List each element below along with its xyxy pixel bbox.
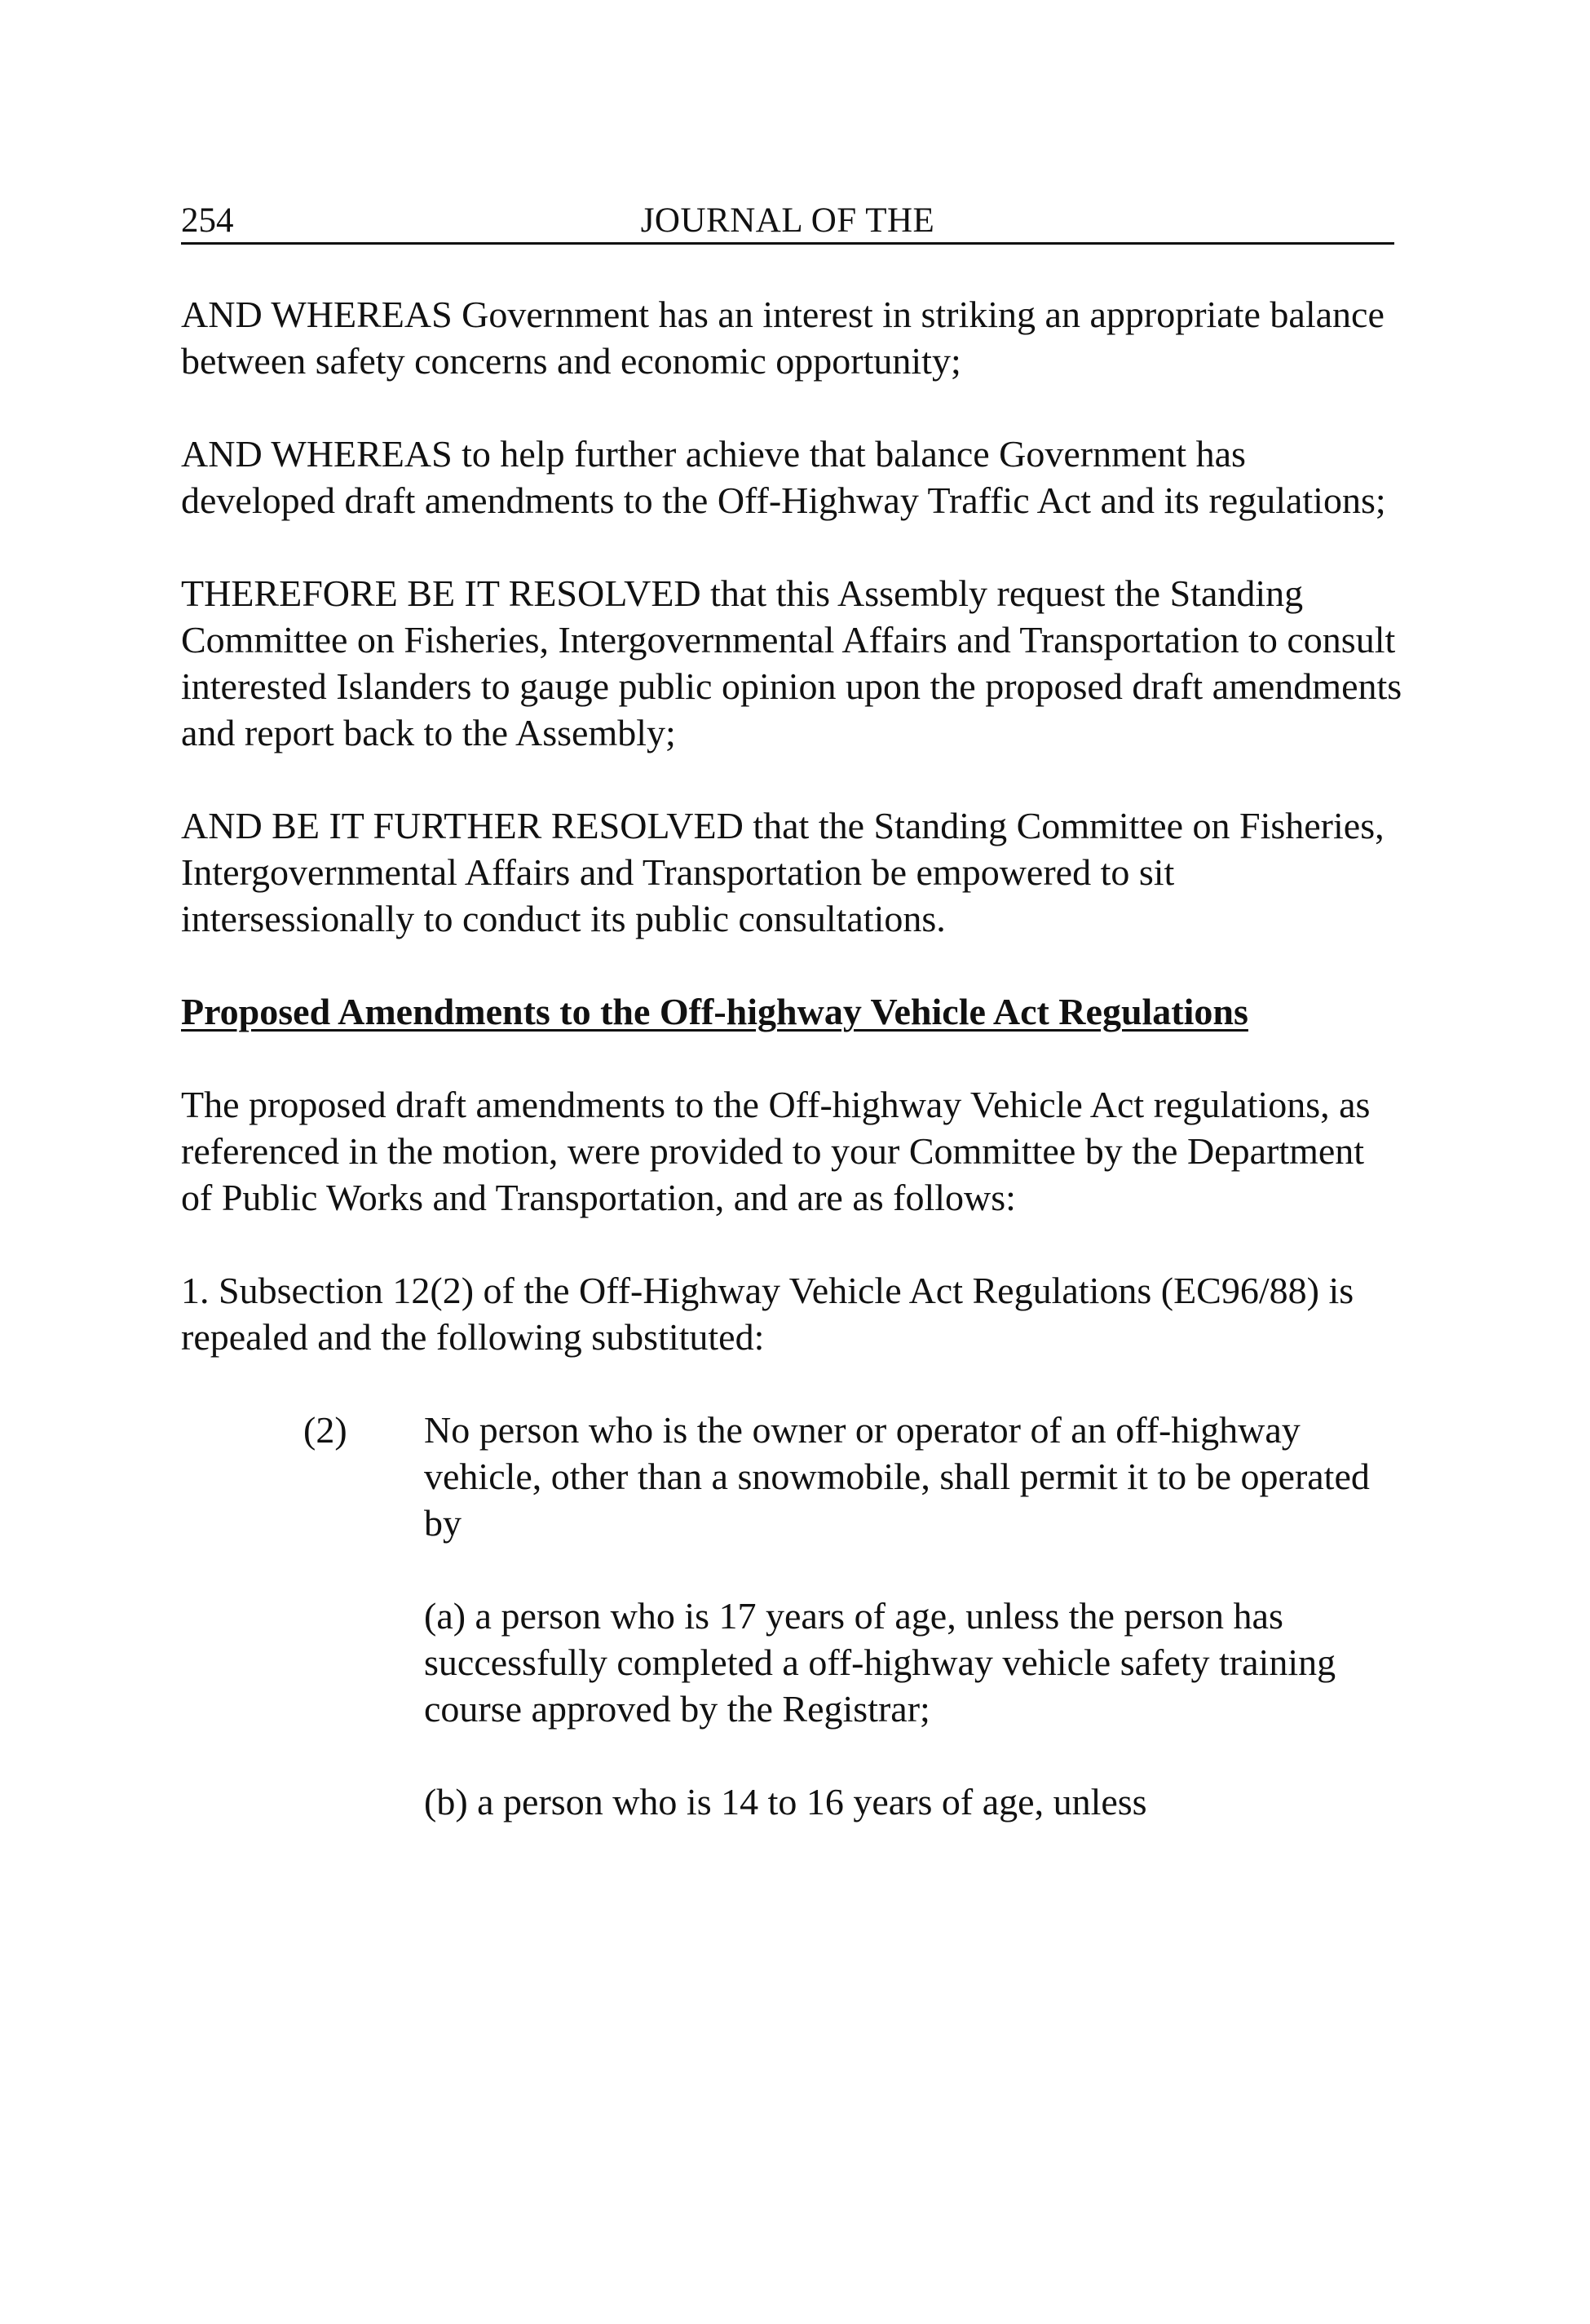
page-header [181, 200, 1394, 245]
whereas-paragraph-safety-balance: AND WHEREAS Government has an interest in striking an appropriate balance between safety concerns and economic opportunity; [181, 294, 1385, 382]
running-head: JOURNAL OF THE [640, 201, 935, 240]
subsection-paragraph: 1. Subsection 12(2) of the Off-Highway Vehicle Act Regulations (EC96/88) is repealed and the following substituted: [181, 1270, 1354, 1358]
page-number: 254 [181, 201, 234, 240]
subclause-a: (a) a person who is 17 years of age, unless the person has successfully completed a off-highway vehicle safety training course approved by the Registrar; [424, 1595, 1336, 1730]
clause-2 [181, 1407, 1404, 1546]
whereas-paragraph-draft-amendments: AND WHEREAS to help further achieve that balance Government has developed draft amendments to the Off-Highway Traffic Act and its regulations; [181, 433, 1386, 521]
amendments-intro-paragraph: The proposed draft amendments to the Off-highway Vehicle Act regulations, as referenced in the motion, were provided to your Committee by the Department of Public Works and Transportation, and are as follows: [181, 1084, 1371, 1218]
resolved-paragraph: THEREFORE BE IT RESOLVED that this Assembly request the Standing Committee on Fisheries, Intergovernmental Affairs and Transportation to consult interested Islanders to gauge public opinion upon the proposed draft amendments and report back to the Assembly; [181, 572, 1402, 753]
subclause-b: (b) a person who is 14 to 16 years of age, unless [424, 1781, 1147, 1823]
clause-text: No person who is the owner or operator of an off-highway vehicle, other than a snowmobile, shall permit it to be operated by [424, 1409, 1370, 1544]
further-resolved-paragraph: AND BE IT FURTHER RESOLVED that the Standing Committee on Fisheries, Intergovernmental Affairs and Transportation be empowered to sit intersessionally to conduct its public consultations. [181, 805, 1385, 939]
document-body [181, 291, 1404, 1825]
clause-number: (2) [303, 1409, 347, 1451]
section-heading: Proposed Amendments to the Off-highway Vehicle Act Regulations [181, 991, 1248, 1032]
